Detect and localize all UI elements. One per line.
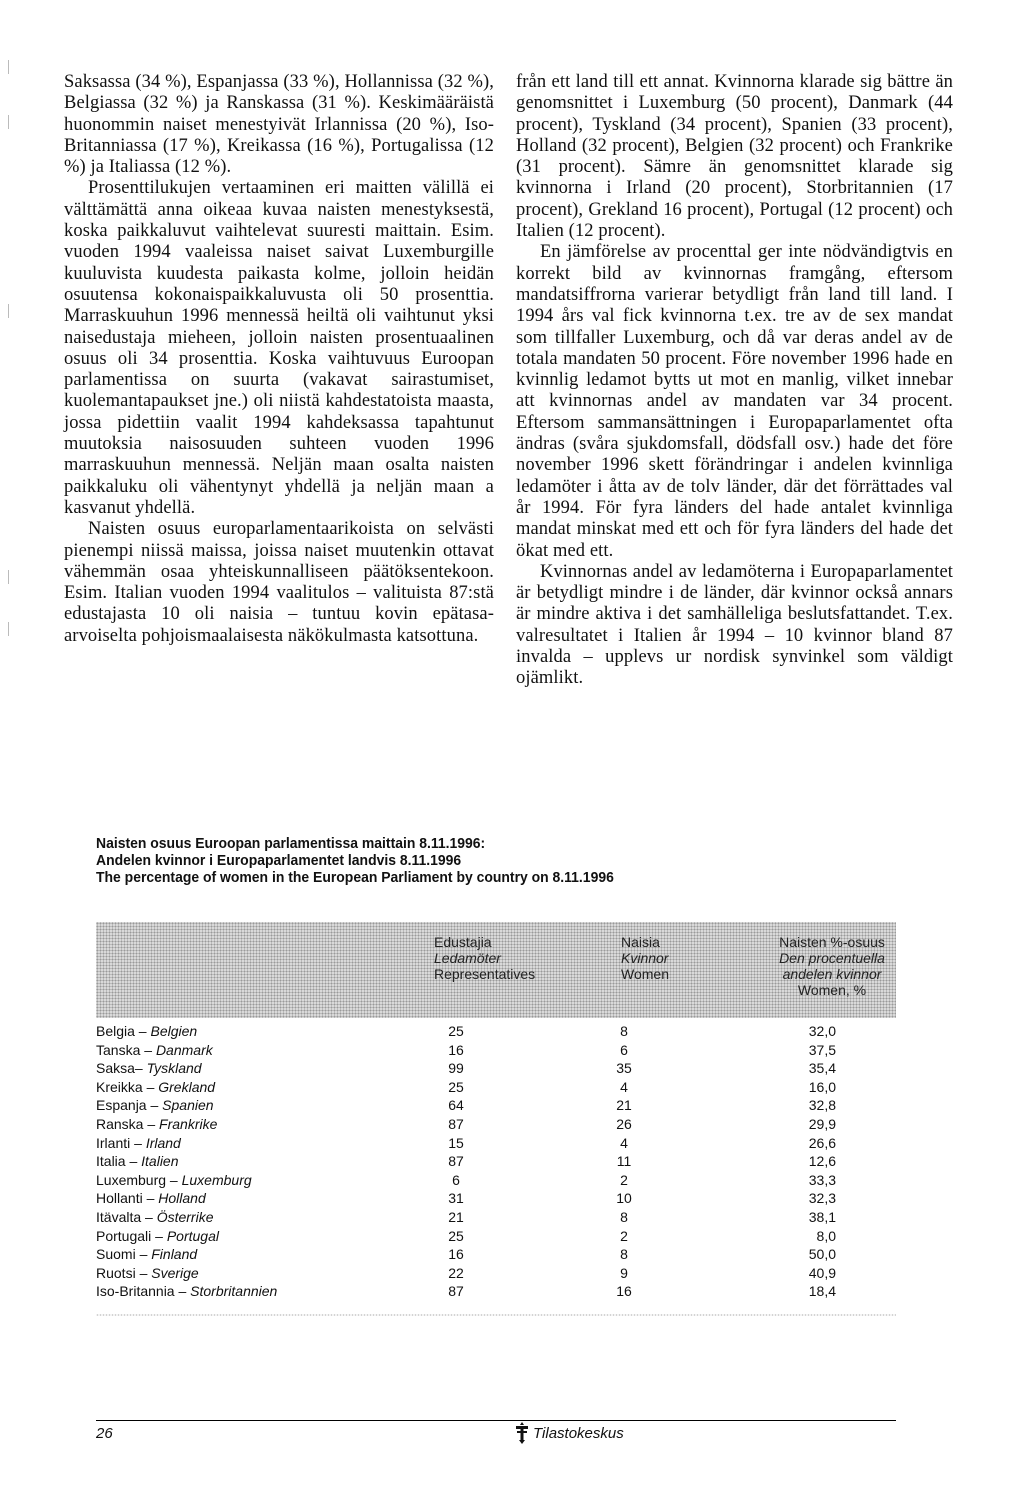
country-fi: Italia – [96,1153,142,1170]
cell-representatives: 64 [448,1097,464,1114]
cell-women: 8 [620,1208,628,1225]
right-text-column [516,72,953,690]
cell-representatives: 6 [452,1171,460,1188]
country-fi: Hollanti – [96,1190,159,1207]
publisher-name: Tilastokeskus [533,1424,624,1442]
right-paragraph-2: En jämförelse av procenttal ger inte nödvändigtvis en korrekt bild av kvinnornas framgång, eftersom mandatsiffrorna varierar betydligt från land till land. I 1994 års val fick kvinnorna t.ex. tre av de sex mandat som tillfaller Luxemburg, och då var deras andel av de totala mandaten 50 procent. Före november 1996 hade en kvinnlig ledamot bytts ut mot en manlig, vilket innebar att kvinnornas andel av mandaten var 34 procent. Eftersom sammansättningen i Europaparlamentet ofta ändras (svåra sjukdomsfall, dödsfall osv.) hade det före november 1996 skett förändringar i andelen kvinnliga ledamöter i åtta av de tolv länder, där det förrättades val år 1994. För fyra länders del hade antalet kvinnliga mandat minskat med ett och för fyra länders del hade det ökat med ett. [516,242,953,561]
cell-women: 35 [616,1060,632,1077]
header-women-sv: Kvinnor [621,950,669,966]
table-body [96,1022,896,1301]
cell-percentage: 32,3 [808,1190,836,1207]
cell-representatives: 87 [448,1283,464,1300]
cell-percentage: 38,1 [808,1208,836,1225]
country-fi: Portugali – [96,1227,167,1244]
cell-women: 9 [620,1264,628,1281]
header-representatives-en: Representatives [434,966,536,982]
cell-women: 2 [620,1171,628,1188]
table-row [96,1171,896,1190]
country-fi: Kreikka – [96,1078,159,1095]
margin-mark [8,622,9,636]
header-women-en: Women [621,966,669,982]
header-representatives-sv: Ledamöter [434,950,501,966]
country-fi: Luxemburg – [96,1171,182,1188]
country-fi: Ruotsi – [96,1264,152,1281]
footer-rule [96,1420,896,1421]
cell-representatives: 99 [448,1060,464,1077]
cell-representatives: 21 [448,1208,464,1225]
margin-mark [8,115,9,129]
cell-representatives: 25 [448,1227,464,1244]
publisher-mark [515,1422,624,1444]
cell-women: 11 [616,1153,632,1170]
table-caption-fi: Naisten osuus Euroopan parlamentissa maittain 8.11.1996: [96,835,486,852]
table-row [96,1115,896,1134]
table-caption-block [96,835,840,886]
cell-percentage: 32,0 [808,1023,836,1039]
cell-representatives: 31 [448,1190,464,1207]
country-fi: Iso-Britannia – [96,1283,191,1300]
right-paragraph-3: Kvinnornas andel av ledamöterna i Europaparlamentet är betydligt mindre i de länder, där kvinnor också annars är mindre aktiva i det samhälleliga beslutsfattandet. T.ex. valresultatet i Italien år 1994 – 10 kvinnor bland 87 invalda – upplevs ur nordisk synvinkel som väldigt ojämlikt. [516,561,953,689]
country-sv: Storbritannien [190,1283,278,1300]
country-fi: Belgia – [96,1023,151,1039]
cell-percentage: 26,6 [808,1134,836,1151]
cell-women: 8 [620,1023,628,1039]
row-country [96,1134,181,1153]
country-sv: Portugal [166,1227,219,1244]
table-row [96,1208,896,1227]
table-row [96,1227,896,1246]
cell-representatives: 16 [448,1246,464,1263]
table-row [96,1134,896,1153]
row-country [96,1264,199,1283]
table-row [96,1078,896,1097]
row-country [96,1022,197,1041]
cell-women: 16 [616,1283,632,1300]
row-country [96,1041,213,1060]
country-sv: Frankrike [159,1115,218,1132]
table-row [96,1022,896,1041]
cell-women: 2 [620,1227,628,1244]
header-women-fi: Naisia [621,934,660,950]
row-country [96,1208,214,1227]
left-text-column [64,72,494,647]
cell-women: 4 [620,1078,628,1095]
left-paragraph-3: Naisten osuus europarlamentaarikoista on selvästi pienempi niissä maissa, joissa naiset muutenkin ottavat vähemmän osaa yhteiskunnalliseen päätöksentekoon. Esim. Italian vuoden 1994 vaalitulos – valituista 87:stä edustajasta 10 oli naisia – tuntuu kovin epätasa-arvoiselta pohjoismaalaisesta näkökulmasta katsottuna. [64,519,494,646]
country-sv: Belgien [150,1023,198,1039]
table-caption-en: The percentage of women in the European Parliament by country on 8.11.1996 [96,869,614,886]
row-country [96,1189,206,1208]
table-row [96,1245,896,1264]
tilastokeskus-logo-icon [515,1422,529,1444]
header-representatives [434,934,535,982]
country-fi: Suomi – [96,1246,152,1263]
row-country [96,1152,179,1171]
table-row [96,1059,896,1078]
cell-percentage: 35,4 [808,1060,836,1077]
table-row [96,1189,896,1208]
row-country [96,1227,219,1246]
country-sv: Holland [158,1190,206,1207]
row-country [96,1282,277,1301]
cell-representatives: 25 [448,1078,464,1095]
row-country [96,1245,197,1264]
cell-representatives: 25 [448,1023,464,1039]
country-sv: Tyskland [146,1060,202,1077]
country-fi: Espanja – [96,1097,163,1114]
cell-percentage: 33,3 [808,1171,836,1188]
cell-percentage: 40,9 [808,1264,836,1281]
header-percentage-fi: Naisten %-osuus [779,934,885,950]
cell-women: 26 [616,1115,632,1132]
country-fi: Ranska – [96,1115,160,1132]
cell-women: 10 [616,1190,632,1207]
table-row [96,1152,896,1171]
country-sv: Finland [151,1246,198,1263]
cell-percentage: 12,6 [808,1153,836,1170]
row-country [96,1171,252,1190]
margin-mark [8,60,9,74]
cell-representatives: 22 [448,1264,464,1281]
cell-representatives: 16 [448,1041,464,1058]
cell-percentage: 37,5 [808,1041,836,1058]
cell-representatives: 87 [448,1153,464,1170]
table-row [96,1041,896,1060]
header-percentage [772,934,892,998]
row-country [96,1078,215,1097]
country-sv: Österrike [156,1208,214,1225]
country-sv: Danmark [155,1041,213,1058]
cell-percentage: 18,4 [808,1283,836,1300]
country-sv: Italien [141,1153,179,1170]
cell-representatives: 15 [448,1134,464,1151]
cell-percentage: 29,9 [808,1115,836,1132]
cell-women: 6 [620,1041,628,1058]
cell-percentage: 8,0 [816,1227,836,1244]
table-row [96,1096,896,1115]
cell-representatives: 87 [448,1115,464,1132]
left-paragraph-1: Saksassa (34 %), Espanjassa (33 %), Hollannissa (32 %), Belgiassa (32 %) ja Ranskassa (31 %). Keskimääräistä huonommin naiset menestyivät Irlannissa (20 %), Iso-Britanniassa (17 %), Kreikassa (16 %), Portugalissa (12 %) ja Italiassa (12 %). [64,72,494,178]
country-fi: Tanska – [96,1041,156,1058]
table-header [96,922,896,1018]
cell-percentage: 50,0 [808,1246,836,1263]
row-country [96,1115,217,1134]
header-percentage-sv: Den procentuella andelen kvinnor [779,950,885,982]
table-row [96,1264,896,1283]
row-country [96,1059,202,1078]
header-women [621,934,669,982]
cell-women: 4 [620,1134,628,1151]
page-number: 26 [96,1425,113,1442]
country-sv: Luxemburg [181,1171,252,1188]
cell-women: 8 [620,1246,628,1263]
table-row [96,1282,896,1301]
country-sv: Sverige [151,1264,199,1281]
cell-percentage: 16,0 [808,1078,836,1095]
right-paragraph-1: från ett land till ett annat. Kvinnorna klarade sig bättre än genomsnittet i Luxemburg (50 procent), Danmark (44 procent), Tyskland (34 procent), Spanien (33 procent), Holland (32 procent), Belgien (32 procent) och Frankrike (31 procent). Sämre än genomsnittet klarade sig kvinnorna i Irland (20 procent), Storbritannien (17 procent), Grekland 16 procent), Portugal (12 procent) och Italien (12 procent). [516,72,953,242]
country-sv: Irland [145,1134,181,1151]
country-sv: Spanien [162,1097,214,1114]
country-fi: Irlanti – [96,1134,146,1151]
margin-mark [8,304,9,318]
margin-mark [8,570,9,584]
row-country [96,1096,214,1115]
table-bottom-rule [96,1314,896,1316]
country-sv: Grekland [158,1078,216,1095]
header-percentage-en: Women, % [797,982,867,998]
country-fi: Itävalta – [96,1208,157,1225]
country-fi: Saksa– [96,1060,147,1077]
cell-women: 21 [616,1097,632,1114]
table-caption-sv: Andelen kvinnor i Europaparlamentet landvis 8.11.1996 [96,852,462,869]
header-representatives-fi: Edustajia [434,934,492,950]
left-paragraph-2: Prosenttilukujen vertaaminen eri maitten välillä ei välttämättä anna oikeaa kuvaa naisten menestyksestä, koska paikkaluvut vaihtelevat suuresti maittain. Esim. vuoden 1994 vaaleissa naiset saivat Luxemburgille kuuluvista kuudesta paikasta kolme, jolloin heidän osuutensa kokonaispaikkaluvusta oli 50 prosenttia. Marraskuuhun 1996 mennessä heiltä oli vaihtunut yksi naisedustaja mieheen, jolloin naisten prosentuaalinen osuus oli 34 prosenttia. Koska vaihtuvuus Euroopan parlamentissa on suurta (vakavat sairastumiset, kuolemantapaukset jne.) oli niistä kahdestatoista maasta, jossa pidettiin vaalit 1994 kahdeksassa tapahtunut muutoksia naisosuuden suhteen vuoden 1996 marraskuuhun mennessä. Neljän maan osalta naisten paikkaluku oli vähentynyt yhdellä ja neljän maan a kasvanut yhdellä. [64,178,494,518]
cell-percentage: 32,8 [808,1097,836,1114]
